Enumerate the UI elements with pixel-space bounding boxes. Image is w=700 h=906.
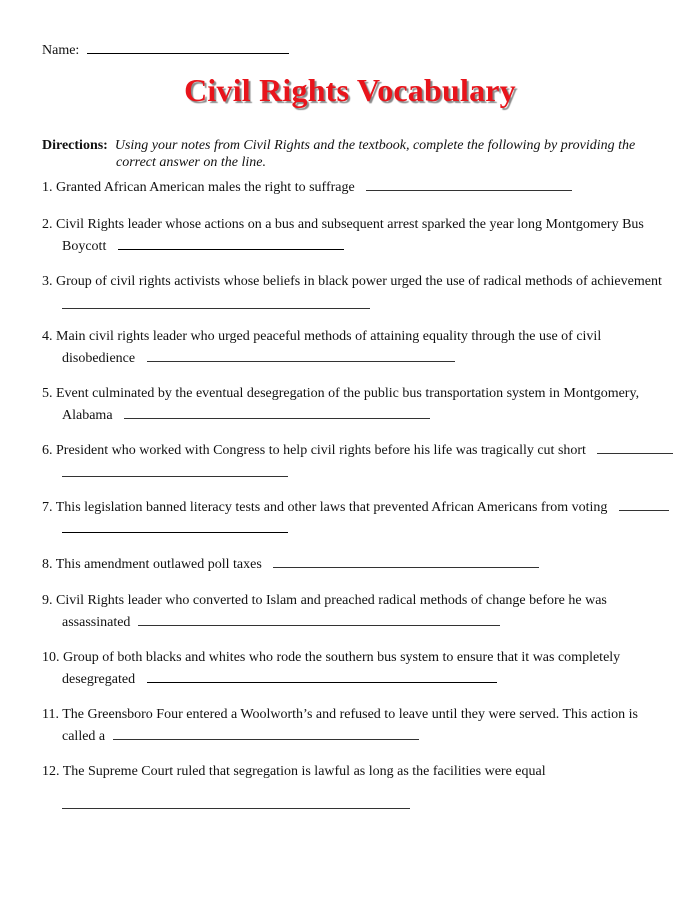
answer-blank[interactable] bbox=[147, 669, 497, 683]
answer-blank[interactable] bbox=[118, 236, 344, 250]
question-text: This legislation banned literacy tests and other laws that prevented African Americans from voting bbox=[55, 500, 608, 515]
question-number: 6. bbox=[42, 443, 53, 458]
question-7 bbox=[42, 497, 669, 519]
question-number: 8. bbox=[42, 557, 53, 572]
question-number: 4. bbox=[42, 329, 53, 344]
answer-blank[interactable] bbox=[147, 348, 455, 362]
question-number: 10. bbox=[42, 650, 60, 665]
question-number: 2. bbox=[42, 217, 53, 232]
question-text: Main civil rights leader who urged peaceful methods of attaining equality through the use of civil bbox=[56, 329, 602, 344]
question-text: This amendment outlawed poll taxes bbox=[55, 557, 262, 572]
question-text: The Supreme Court ruled that segregation is lawful as long as the facilities were equal bbox=[62, 764, 546, 779]
answer-blank[interactable] bbox=[124, 405, 430, 419]
question-9 bbox=[42, 590, 607, 634]
question-text: Civil Rights leader whose actions on a bus and subsequent arrest sparked the year long Montgomery Bus bbox=[56, 217, 644, 232]
answer-blank-cont[interactable] bbox=[62, 476, 288, 477]
question-text: Group of civil rights activists whose beliefs in black power urged the use of radical methods of achievement bbox=[56, 274, 662, 289]
question-text: Group of both blacks and whites who rode the southern bus system to ensure that it was completely bbox=[63, 650, 621, 665]
question-number: 12. bbox=[42, 764, 60, 779]
name-blank[interactable] bbox=[87, 40, 289, 54]
question-text: Civil Rights leader who converted to Islam and preached radical methods of change before he was bbox=[56, 593, 607, 608]
question-2 bbox=[42, 214, 644, 258]
question-number: 7. bbox=[42, 500, 53, 515]
question-text: The Greensboro Four entered a Woolworth’s and refused to leave until they were served. This action is bbox=[62, 707, 638, 722]
directions-text-line1: Using your notes from Civil Rights and the textbook, complete the following by providing the bbox=[114, 138, 636, 153]
question-6 bbox=[42, 440, 673, 462]
question-number: 11. bbox=[42, 707, 59, 722]
question-text: President who worked with Congress to help civil rights before his life was tragically cut short bbox=[56, 443, 586, 458]
question-text-cont: desegregated bbox=[62, 672, 136, 687]
answer-blank[interactable] bbox=[62, 308, 370, 309]
answer-blank[interactable] bbox=[113, 726, 419, 740]
question-text-cont: assassinated bbox=[62, 615, 131, 630]
question-11 bbox=[42, 704, 638, 748]
question-text-cont: Alabama bbox=[62, 408, 113, 423]
directions-text-line2: correct answer on the line. bbox=[116, 155, 266, 170]
name-row bbox=[42, 40, 289, 59]
question-4 bbox=[42, 326, 601, 370]
directions-label: Directions: bbox=[42, 138, 108, 153]
question-3 bbox=[42, 271, 662, 293]
answer-blank[interactable] bbox=[619, 497, 669, 511]
question-8 bbox=[42, 554, 539, 576]
question-10 bbox=[42, 647, 620, 691]
question-text: Event culminated by the eventual desegregation of the public bus transportation system in Montgomery, bbox=[56, 386, 640, 401]
page-title: Civil Rights Vocabulary bbox=[184, 72, 516, 108]
question-text: Granted African American males the right to suffrage bbox=[56, 180, 355, 195]
question-text-cont: called a bbox=[62, 729, 106, 744]
question-12 bbox=[42, 761, 546, 783]
question-number: 5. bbox=[42, 386, 53, 401]
question-5 bbox=[42, 383, 639, 427]
name-label: Name: bbox=[42, 43, 80, 58]
answer-blank[interactable] bbox=[366, 177, 572, 191]
question-number: 1. bbox=[42, 180, 53, 195]
question-text-cont: disobedience bbox=[62, 351, 136, 366]
question-number: 3. bbox=[42, 274, 53, 289]
directions bbox=[42, 137, 662, 171]
question-text-cont: Boycott bbox=[62, 239, 107, 254]
answer-blank[interactable] bbox=[597, 440, 673, 454]
question-number: 9. bbox=[42, 593, 53, 608]
answer-blank[interactable] bbox=[138, 612, 500, 626]
answer-blank-cont[interactable] bbox=[62, 532, 288, 533]
question-1 bbox=[42, 177, 572, 199]
answer-blank[interactable] bbox=[62, 808, 410, 809]
answer-blank[interactable] bbox=[273, 554, 539, 568]
